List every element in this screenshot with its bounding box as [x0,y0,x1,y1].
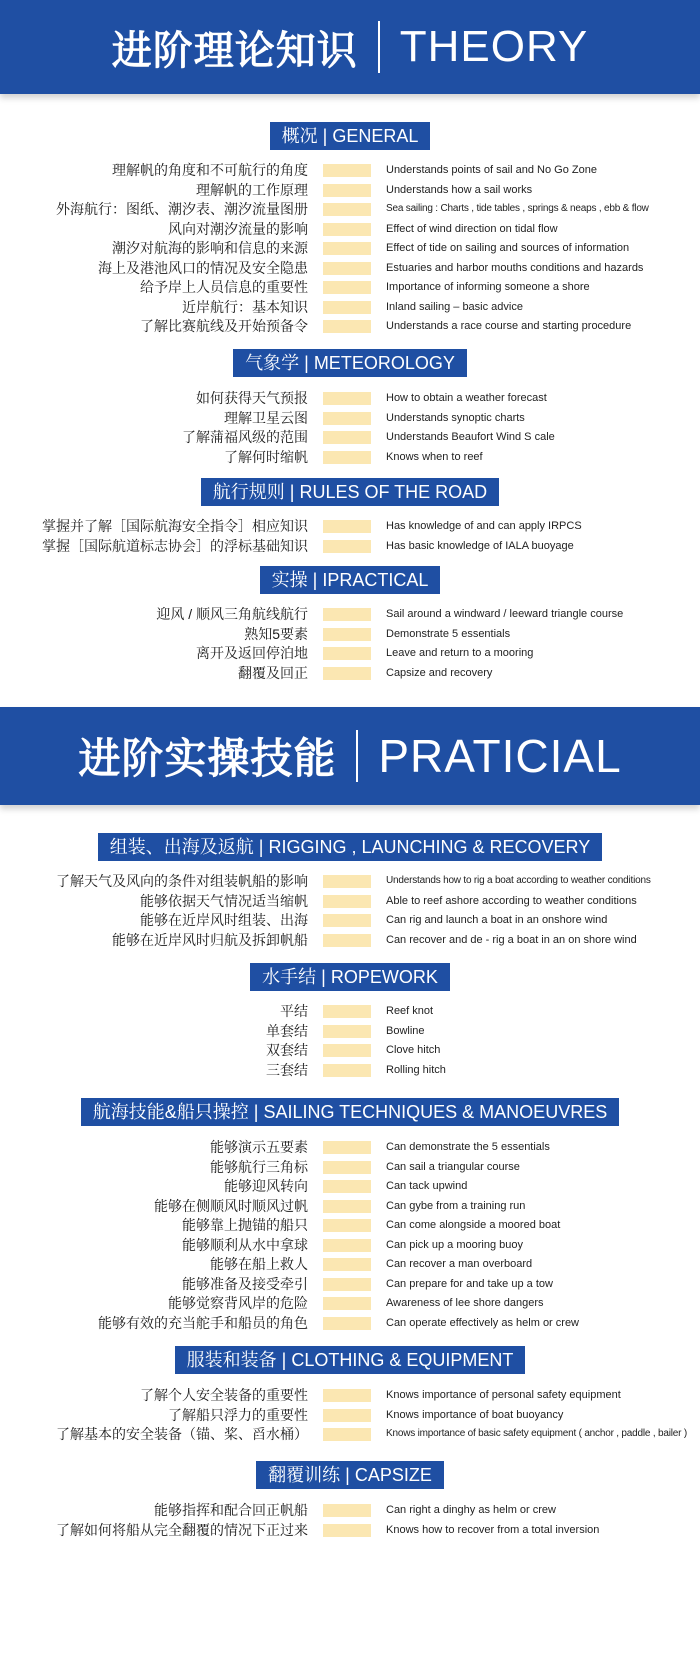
section-heading [0,963,700,991]
item-label-en: Can tack upwind [386,1180,468,1192]
item-label-en: Has knowledge of and can apply IRPCS [386,520,582,532]
item-label-cn: 给予岸上人员信息的重要性 [140,279,308,295]
item-label-en: Knows how to recover from a total inversion [386,1523,600,1536]
list-item [0,1385,700,1405]
item-label-cn: 理解帆的工作原理 [196,181,308,198]
list-item [0,277,700,297]
item-label-en: Knows importance of boat buoyancy [386,1408,564,1421]
item-label-cn: 如何获得天气预报 [196,390,308,406]
highlight-bar [323,1200,371,1213]
highlight-bar [323,301,371,314]
section-heading-label: 水手结 | ROPEWORK [250,963,450,991]
highlight-bar [323,1180,371,1193]
item-label-cn: 三套结 [266,1061,308,1078]
list-item [0,1274,700,1294]
highlight-bar [323,914,371,927]
item-label-cn: 翻覆及回正 [238,664,308,681]
item-label-en: Knows when to reef [386,450,483,463]
item-label-cn: 能够在船上救人 [210,1256,308,1272]
item-label-cn: 能够演示五要素 [210,1139,308,1155]
list-item [0,1520,700,1540]
section-heading-label: 组装、出海及返航 | RIGGING , LAUNCHING & RECOVERY [98,833,602,861]
item-label-cn: 海上及港池风口的情况及安全隐患 [98,259,308,276]
highlight-bar [323,1409,371,1422]
highlight-bar [323,895,371,908]
list-item [0,1176,700,1196]
list-item [0,316,700,336]
highlight-bar [323,875,371,888]
item-label-en: Can pick up a mooring buoy [386,1238,523,1251]
item-label-en: Can operate effectively as helm or crew [386,1316,579,1329]
highlight-bar [323,1524,371,1537]
item-label-cn: 理解卫星云图 [224,409,308,426]
section-heading [0,1346,700,1374]
item-label-cn: 离开及返回停泊地 [196,645,308,661]
list-item [0,1021,700,1041]
highlight-bar [323,1317,371,1330]
highlight-bar [323,1219,371,1232]
list-item [0,1215,700,1235]
highlight-bar [323,1258,371,1271]
item-label-en: Leave and return to a mooring [386,647,534,659]
item-label-en: Can recover and de - rig a boat in an on shore wind [386,933,637,946]
highlight-bar [323,1239,371,1252]
item-label-en: Can sail a triangular course [386,1160,520,1173]
section-heading-label: 服装和装备 | CLOTHING & EQUIPMENT [175,1346,526,1374]
highlight-bar [323,1044,371,1057]
list-item [0,297,700,317]
item-label-cn: 能够在近岸风时归航及拆卸帆船 [112,931,308,948]
section-heading-label: 概况 | GENERAL [270,122,431,150]
highlight-bar [323,392,371,405]
highlight-bar [323,262,371,275]
item-label-cn: 能够迎风转向 [224,1178,308,1194]
section-heading [0,349,700,377]
item-label-en: How to obtain a weather forecast [386,392,547,404]
item-label-en: Can right a dinghy as helm or crew [386,1504,556,1516]
list-item [0,1313,700,1333]
list-item [0,604,700,624]
item-label-cn: 风向对潮汐流量的影响 [168,220,308,237]
highlight-bar [323,281,371,294]
item-label-en: Clove hitch [386,1044,441,1056]
item-label-cn: 了解如何将船从完全翻覆的情况下正过来 [56,1521,308,1538]
list-item [0,180,700,200]
list-item [0,1254,700,1274]
item-label-en: Understands synoptic charts [386,411,525,424]
item-label-en: Understands points of sail and No Go Zone [386,164,597,176]
highlight-bar [323,1428,371,1441]
item-label-en: Understands Beaufort Wind S cale [386,431,555,443]
highlight-bar [323,451,371,464]
item-label-en: Knows importance of personal safety equipment [386,1389,621,1401]
item-label-cn: 平结 [280,1003,308,1019]
item-label-en: Knows importance of basic safety equipment ( anchor , paddle , bailer ) [386,1428,687,1439]
highlight-bar [323,1278,371,1291]
highlight-bar [323,184,371,197]
highlight-bar [323,203,371,216]
list-item [0,238,700,258]
section-heading-label: 实操 | IPRACTICAL [260,566,441,594]
item-label-cn: 单套结 [266,1022,308,1039]
section-banner [0,707,700,805]
banner-title-en: PRATICIAL [378,730,622,782]
list-item [0,663,700,683]
highlight-bar [323,320,371,333]
highlight-bar [323,431,371,444]
section-heading [0,1098,700,1126]
item-label-en: Understands how a sail works [386,183,533,196]
item-label-en: Rolling hitch [386,1063,446,1076]
section-banner [0,0,700,94]
item-label-en: Reef knot [386,1005,434,1017]
item-label-en: Bowline [386,1024,425,1037]
item-label-en: Understands how to rig a boat according to weather conditions [386,875,651,886]
item-label-en: Understands a race course and starting procedure [386,320,632,332]
list-item [0,624,700,644]
highlight-bar [323,1504,371,1517]
item-label-cn: 了解何时缩帆 [224,448,308,465]
section-heading [0,1461,700,1489]
item-label-cn: 能够在侧顺风时顺风过帆 [154,1197,308,1214]
item-label-cn: 能够顺利从水中拿球 [182,1236,308,1253]
item-label-cn: 潮汐对航海的影响和信息的来源 [112,240,308,256]
banner-title-cn: 进阶实操技能 [78,735,337,782]
item-label-cn: 了解基本的安全装备（锚、桨、舀水桶） [56,1426,308,1442]
item-label-cn: 掌握并了解［国际航海安全指令］相应知识 [42,518,308,534]
item-label-cn: 了解个人安全装备的重要性 [140,1387,308,1403]
item-label-en: Has basic knowledge of IALA buoyage [386,539,574,552]
highlight-bar [323,667,371,680]
list-item [0,1001,700,1021]
item-label-cn: 能够在近岸风时组装、出海 [140,912,308,928]
highlight-bar [323,1161,371,1174]
list-item [0,536,700,556]
highlight-bar [323,628,371,641]
list-item [0,258,700,278]
highlight-bar [323,1025,371,1038]
item-label-cn: 迎风 / 顺风三角航线航行 [156,606,308,622]
item-label-cn: 了解比赛航线及开始预备令 [140,318,308,334]
highlight-bar [323,1297,371,1310]
item-label-cn: 近岸航行：基本知识 [182,298,308,315]
list-item [0,1235,700,1255]
highlight-bar [323,242,371,255]
item-label-cn: 双套结 [266,1042,308,1058]
item-label-cn: 了解蒲福风级的范围 [182,429,308,445]
list-item [0,1157,700,1177]
item-label-en: Inland sailing – basic advice [386,300,523,313]
highlight-bar [323,164,371,177]
item-label-cn: 能够依据天气情况适当缩帆 [140,892,308,909]
list-item [0,1405,700,1425]
item-label-en: Can demonstrate the 5 essentials [386,1141,550,1153]
list-item [0,1424,700,1444]
item-label-en: Sea sailing : Charts , tide tables , springs & neaps , ebb & flow [386,203,649,214]
highlight-bar [323,1064,371,1077]
item-label-en: Can rig and launch a boat in an onshore wind [386,914,608,926]
item-label-en: Sail around a windward / leeward triangle course [386,608,624,620]
item-label-cn: 了解船只浮力的重要性 [168,1406,308,1423]
item-label-en: Effect of tide on sailing and sources of information [386,242,630,254]
banner-title-cn: 进阶理论知识 [111,28,358,73]
section-heading-label: 气象学 | METEOROLOGY [233,349,467,377]
item-label-en: Importance of informing someone a shore [386,281,590,293]
item-label-cn: 理解帆的角度和不可航行的角度 [112,162,308,178]
list-item [0,871,700,891]
list-item [0,388,700,408]
list-item [0,643,700,663]
highlight-bar [323,520,371,533]
item-label-cn: 能够靠上抛锚的船只 [182,1217,308,1233]
section-heading [0,833,700,861]
item-label-en: Can recover a man overboard [386,1258,533,1270]
item-label-cn: 能够指挥和配合回正帆船 [154,1502,308,1518]
item-label-cn: 能够准备及接受牵引 [182,1275,308,1292]
section-heading [0,566,700,594]
section-heading-label: 航海技能&船只操控 | SAILING TECHNIQUES & MANOEUVRES [81,1098,619,1126]
highlight-bar [323,647,371,660]
item-label-en: Estuaries and harbor mouths conditions and hazards [386,261,644,274]
item-label-en: Able to reef ashore according to weather conditions [386,894,637,907]
list-item [0,219,700,239]
list-item [0,1196,700,1216]
section-heading [0,122,700,150]
item-label-cn: 掌握［国际航道标志协会］的浮标基础知识 [42,537,308,554]
list-item [0,199,700,219]
list-item [0,910,700,930]
highlight-bar [323,608,371,621]
highlight-bar [323,223,371,236]
list-item [0,930,700,950]
highlight-bar [323,1005,371,1018]
item-label-en: Effect of wind direction on tidal flow [386,222,558,235]
item-label-en: Demonstrate 5 essentials [386,627,511,640]
section-heading-label: 航行规则 | RULES OF THE ROAD [201,478,499,506]
item-label-en: Can gybe from a training run [386,1199,526,1212]
highlight-bar [323,934,371,947]
banner-divider [378,21,380,73]
item-label-cn: 能够觉察背风岸的危险 [168,1295,308,1311]
highlight-bar [323,1141,371,1154]
list-item [0,1293,700,1313]
item-label-cn: 能够航行三角标 [210,1158,308,1175]
item-label-cn: 了解天气及风向的条件对组装帆船的影响 [56,873,308,889]
highlight-bar [323,1389,371,1402]
list-item [0,160,700,180]
item-label-en: Awareness of lee shore dangers [386,1297,544,1309]
list-item [0,1040,700,1060]
item-label-cn: 能够有效的充当舵手和船员的角色 [98,1314,308,1331]
item-label-en: Capsize and recovery [386,666,493,679]
list-item [0,408,700,428]
highlight-bar [323,540,371,553]
list-item [0,1500,700,1520]
list-item [0,516,700,536]
banner-title-en: THEORY [399,22,589,71]
list-item [0,1060,700,1080]
list-item [0,427,700,447]
item-label-en: Can come alongside a moored boat [386,1219,561,1231]
list-item [0,447,700,467]
highlight-bar [323,412,371,425]
list-item [0,891,700,911]
item-label-en: Can prepare for and take up a tow [386,1277,553,1290]
section-heading-label: 翻覆训练 | CAPSIZE [256,1461,444,1489]
list-item [0,1137,700,1157]
section-heading [0,478,700,506]
item-label-cn: 熟知5要素 [244,625,308,642]
item-label-cn: 外海航行：图纸、潮汐表、潮汐流量图册 [56,201,308,217]
banner-divider [356,730,358,782]
